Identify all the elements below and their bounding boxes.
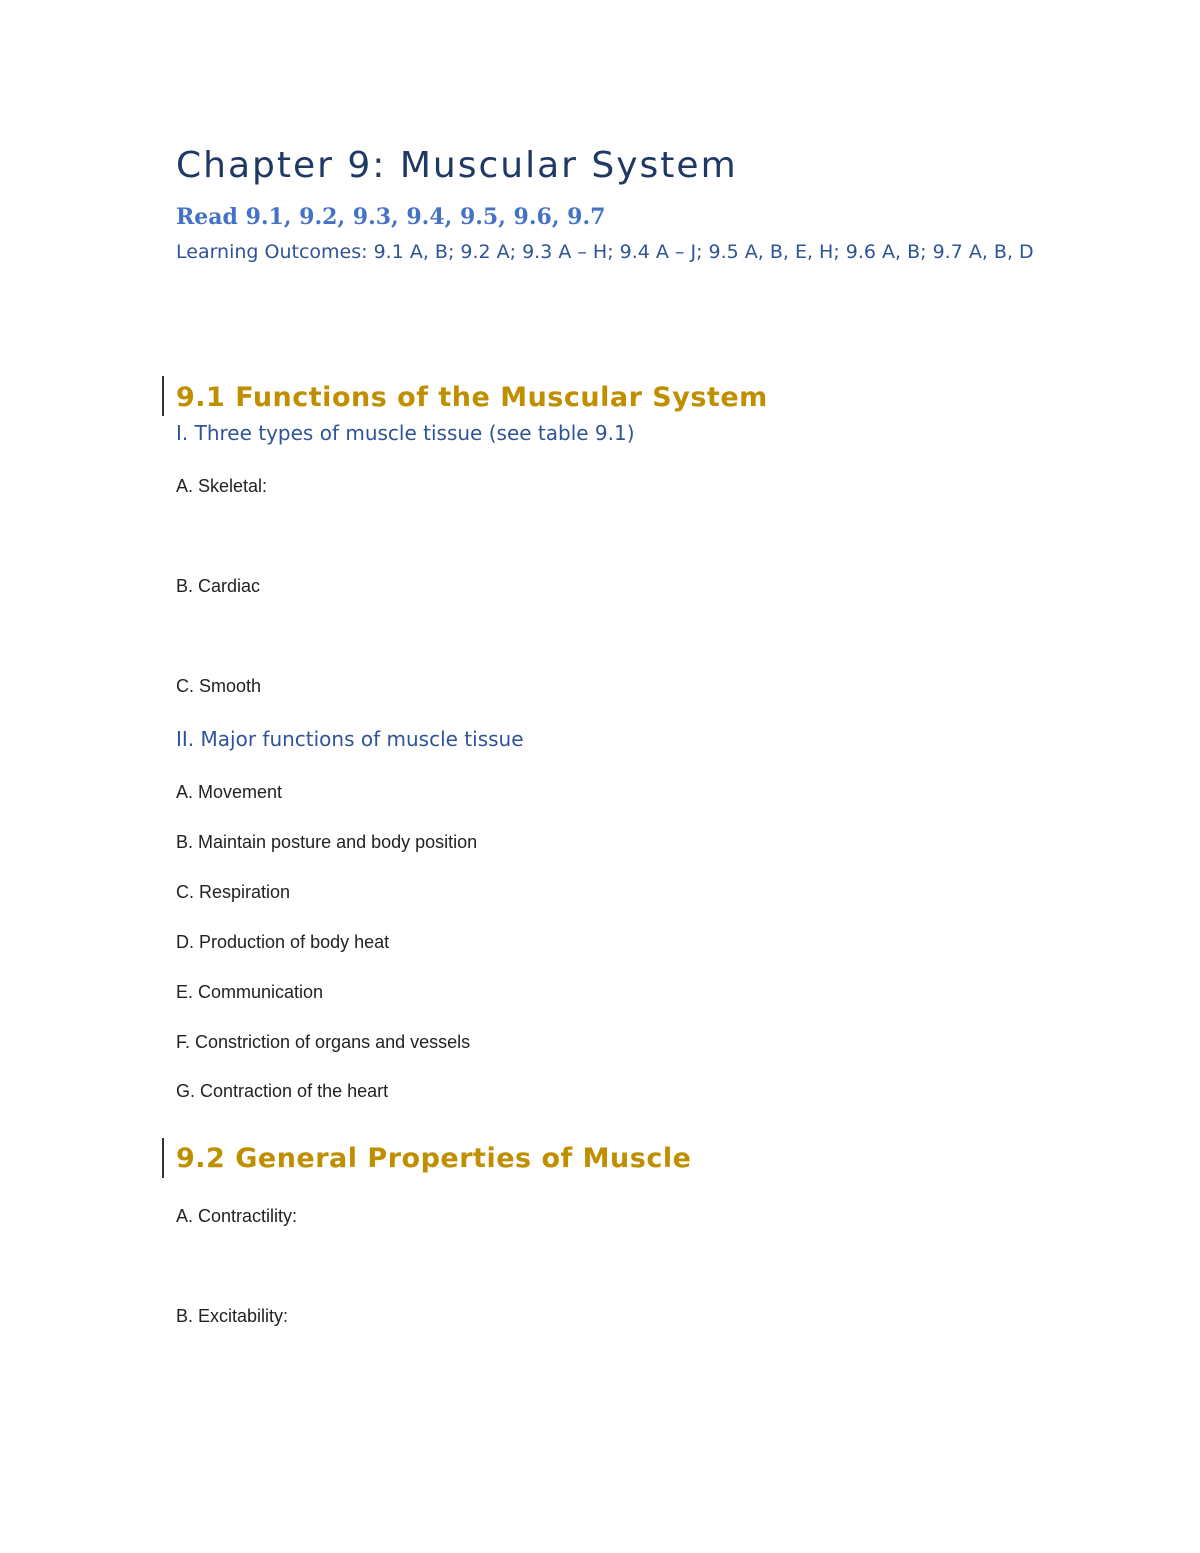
list-item: D. Production of body heat [176,932,390,952]
list-item: G. Contraction of the heart [176,1081,389,1101]
subheading-muscle-types: I. Three types of muscle tissue (see table 9.1) [176,421,635,445]
section-heading-9-1: 9.1 Functions of the Muscular System [176,382,768,413]
list-item: F. Constriction of organs and vessels [176,1032,471,1052]
subheading-major-functions: II. Major functions of muscle tissue [176,727,524,751]
list-item: C. Smooth [176,676,262,696]
list-item: A. Skeletal: [176,476,268,496]
list-item: B. Excitability: [176,1306,289,1326]
list-item: A. Movement [176,782,283,802]
list-item: A. Contractility: [176,1206,298,1226]
list-item: B. Maintain posture and body position [176,832,478,852]
section-heading-9-2: 9.2 General Properties of Muscle [176,1143,692,1174]
revision-change-bar [162,376,164,416]
learning-outcomes: Learning Outcomes: 9.1 A, B; 9.2 A; 9.3 A – H; 9.4 A – J; 9.5 A, B, E, H; 9.6 A, B; 9.7 A, B, D [176,241,1034,263]
list-item: B. Cardiac [176,576,261,596]
chapter-title: Chapter 9: Muscular System [176,145,738,186]
reading-assignment: Read 9.1, 9.2, 9.3, 9.4, 9.5, 9.6, 9.7 [176,204,606,230]
revision-change-bar [162,1138,164,1178]
list-item: E. Communication [176,982,324,1002]
list-item: C. Respiration [176,882,291,902]
